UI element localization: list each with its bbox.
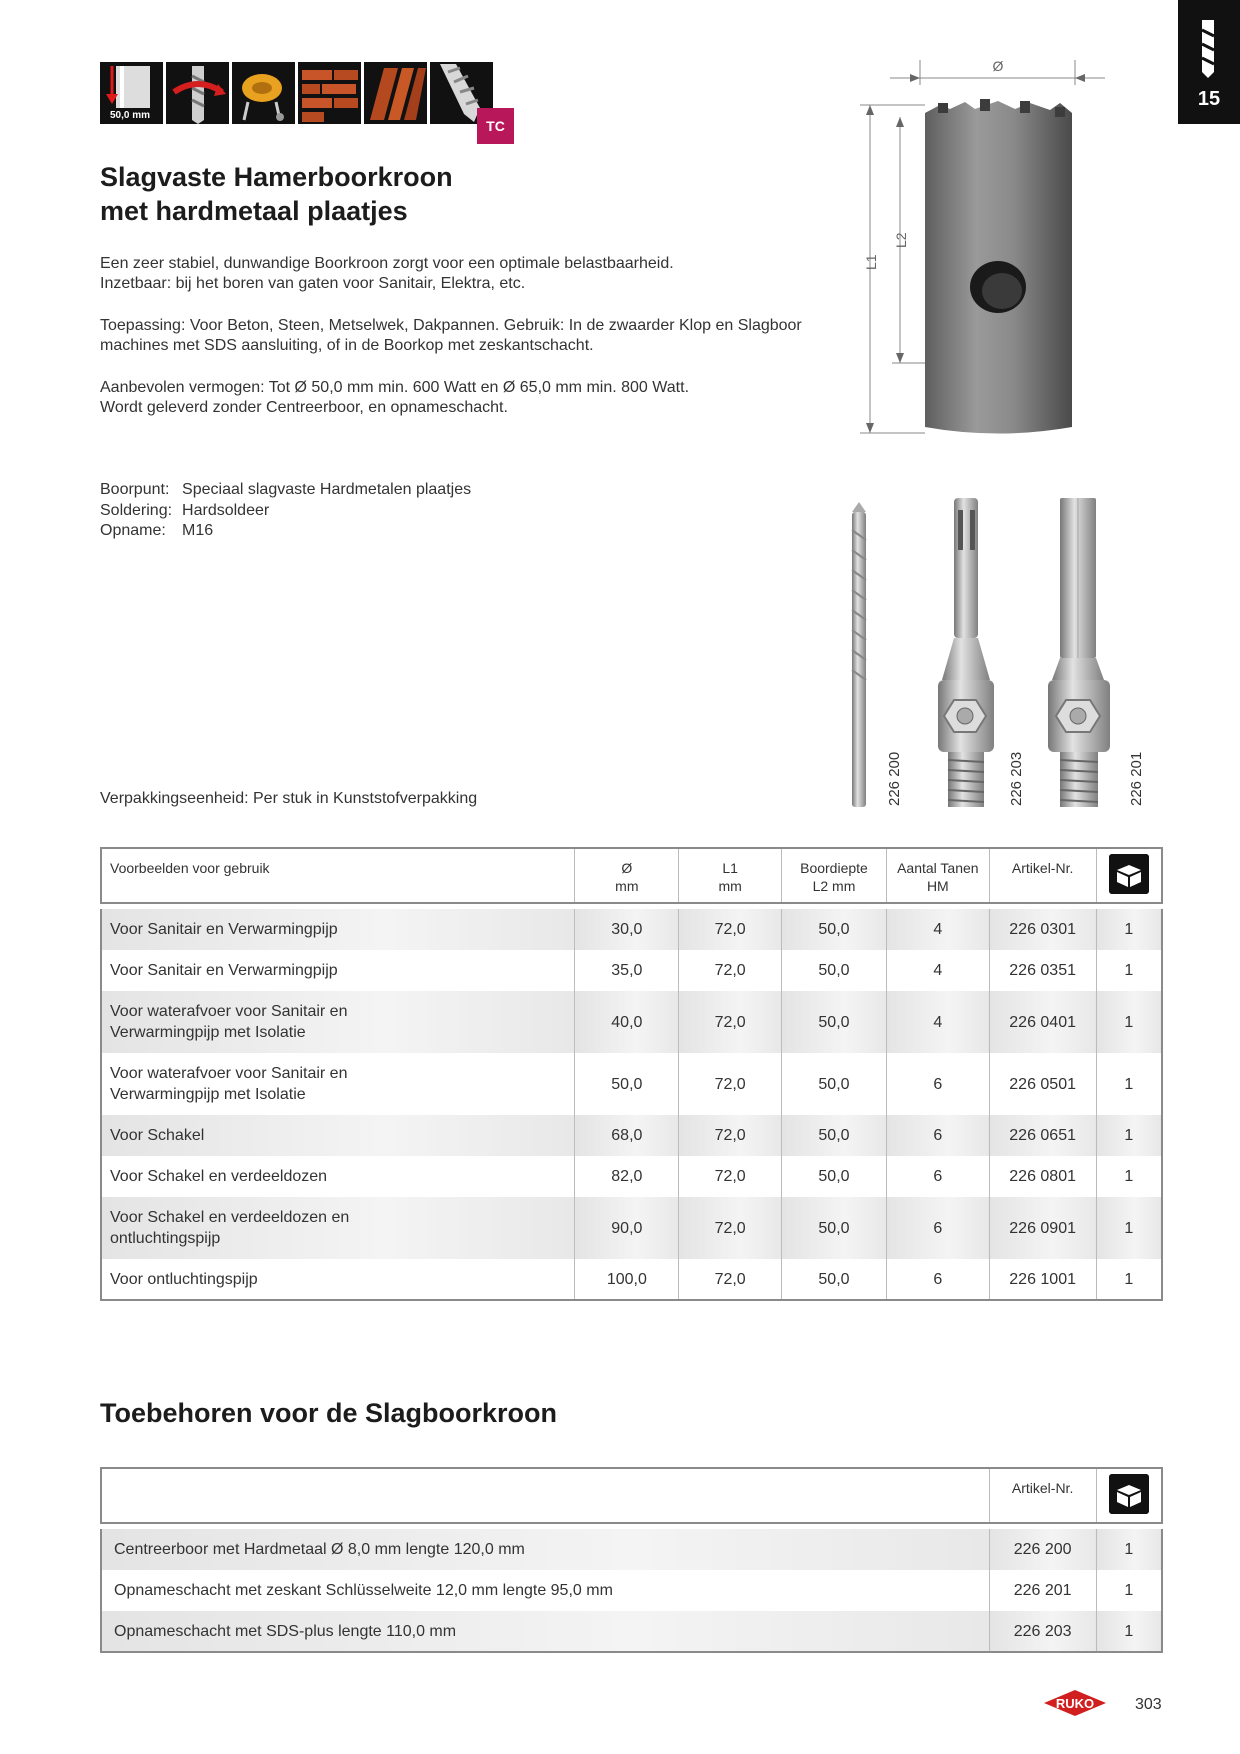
qty-cell: 1	[1096, 1259, 1162, 1300]
logo-text: RUKO	[1055, 1696, 1095, 1711]
qty-cell: 1	[1096, 1115, 1162, 1156]
application-icons	[100, 62, 493, 124]
header-article: Artikel-Nr.	[989, 848, 1096, 903]
qty-cell: 1	[1096, 1611, 1162, 1652]
spec-row	[100, 480, 471, 501]
teeth-cell: 4	[886, 950, 989, 991]
spec-value: M16	[182, 522, 214, 539]
description-line: machines met SDS aansluiting, of in de Boorkop met zeskantschacht.	[100, 337, 594, 354]
qty-cell: 1	[1096, 1156, 1162, 1197]
article-cell: 226 0801	[989, 1156, 1096, 1197]
diameter-cell: 100,0	[575, 1259, 679, 1300]
spec-value: Hardsoldeer	[182, 501, 270, 519]
table-row	[101, 1115, 1162, 1156]
tc-badge: TC	[477, 108, 514, 144]
depth-cell: 50,0	[782, 1115, 887, 1156]
article-cell: 226 200	[989, 1529, 1096, 1570]
header-article: Artikel-Nr.	[989, 1468, 1096, 1523]
article-cell: 226 0501	[989, 1053, 1096, 1115]
usage-cell: Voor waterafvoer voor Sanitair en Verwarmingpijp met Isolatie	[101, 991, 575, 1053]
l1-cell: 72,0	[679, 991, 782, 1053]
qty-cell: 1	[1096, 1570, 1162, 1611]
diameter-cell: 40,0	[575, 991, 679, 1053]
teeth-cell: 6	[886, 1259, 989, 1300]
diameter-cell: 50,0	[575, 1053, 679, 1115]
qty-cell: 1	[1096, 1529, 1162, 1570]
description-cell: Opnameschacht met SDS-plus lengte 110,0 mm	[101, 1611, 989, 1652]
ruko-logo	[1044, 1690, 1106, 1716]
usage-cell: Voor Schakel en verdeeldozen en ontluchtingspijp	[101, 1197, 575, 1259]
table-row	[101, 1197, 1162, 1259]
teeth-cell: 6	[886, 1156, 989, 1197]
table-row	[101, 909, 1162, 950]
article-cell: 226 201	[989, 1570, 1096, 1611]
spec-row	[100, 501, 471, 522]
depth-cell: 50,0	[782, 1053, 887, 1115]
teeth-cell: 6	[886, 1115, 989, 1156]
depth-cell: 50,0	[782, 1156, 887, 1197]
header-usage: Voorbeelden voor gebruik	[101, 848, 575, 903]
diameter-cell: 68,0	[575, 1115, 679, 1156]
table-row	[101, 991, 1162, 1053]
table-row	[101, 1156, 1162, 1197]
usage-cell: Voor waterafvoer voor Sanitair en Verwarmingpijp met Isolatie	[101, 1053, 575, 1115]
teeth-cell: 4	[886, 909, 989, 950]
spec-label: Boorpunt:	[100, 481, 170, 498]
spec-label: Soldering:	[100, 501, 173, 519]
spec-label: Opname:	[100, 522, 166, 539]
description-line: Inzetbaar: bij het boren van gaten voor Sanitair, Elektra, etc.	[100, 275, 526, 292]
qty-cell: 1	[1096, 909, 1162, 950]
l1-label: L1	[863, 254, 879, 270]
diameter-cell: 30,0	[575, 909, 679, 950]
rotation-drill-icon	[166, 62, 229, 124]
accessory-code-label: 226 200	[886, 751, 903, 806]
accessory-table	[100, 1467, 1163, 1653]
packaging-note: Verpakkingseenheid: Per stuk in Kunststofverpakking	[100, 790, 478, 807]
page-number: 303	[1135, 1696, 1162, 1713]
article-cell: 226 0401	[989, 991, 1096, 1053]
header-description	[101, 1468, 989, 1523]
chapter-number: 15	[1197, 88, 1221, 110]
l1-cell: 72,0	[679, 1053, 782, 1115]
package-box-icon	[1109, 1474, 1149, 1514]
table-header	[101, 1468, 1162, 1523]
diameter-cell: 35,0	[575, 950, 679, 991]
depth-cell: 50,0	[782, 1197, 887, 1259]
description-cell: Centreerboor met Hardmetaal Ø 8,0 mm lengte 120,0 mm	[101, 1529, 989, 1570]
depth-cell: 50,0	[782, 1259, 887, 1300]
table-row	[101, 1259, 1162, 1300]
usage-cell: Voor Sanitair en Verwarmingpijp	[101, 909, 575, 950]
table-row	[101, 1570, 1162, 1611]
diameter-cell: 82,0	[575, 1156, 679, 1197]
description-line: Een zeer stabiel, dunwandige Boorkroon zorgt voor een optimale belastbaarheid.	[100, 255, 674, 272]
header-depth: Boordiepte L2 mm	[782, 848, 887, 903]
product-title-line2: met hardmetaal plaatjes	[100, 196, 408, 226]
concrete-mixer-icon	[232, 62, 295, 124]
spec-list	[100, 480, 471, 542]
depth-cell: 50,0	[782, 991, 887, 1053]
teeth-cell: 6	[886, 1197, 989, 1259]
qty-cell: 1	[1096, 1053, 1162, 1115]
description-line: Aanbevolen vermogen: Tot Ø 50,0 mm min. 600 Watt en Ø 65,0 mm min. 800 Watt.	[100, 379, 690, 396]
max-diameter-caption: 50,0 mm	[110, 110, 151, 121]
hex-shank-image	[1048, 498, 1110, 807]
roof-tile-icon	[364, 62, 427, 124]
article-cell: 226 0651	[989, 1115, 1096, 1156]
header-l1: L1 mm	[679, 848, 782, 903]
l1-cell: 72,0	[679, 1115, 782, 1156]
article-cell: 226 203	[989, 1611, 1096, 1652]
spec-row	[100, 521, 471, 542]
l1-cell: 72,0	[679, 1197, 782, 1259]
table-row	[101, 1611, 1162, 1652]
table-header	[101, 848, 1162, 903]
description-line: Wordt geleverd zonder Centreerboor, en opnameschacht.	[100, 399, 508, 416]
accessories-heading: Toebehoren voor de Slagboorkroon	[100, 1398, 558, 1428]
sds-shank-image	[938, 498, 994, 807]
chapter-tab	[1178, 0, 1240, 124]
diameter-label: Ø	[992, 58, 1004, 74]
accessory-code-label: 226 201	[1128, 751, 1145, 806]
qty-cell: 1	[1096, 1197, 1162, 1259]
header-teeth: Aantal Tanen HM	[886, 848, 989, 903]
article-cell: 226 0901	[989, 1197, 1096, 1259]
teeth-cell: 4	[886, 991, 989, 1053]
qty-cell: 1	[1096, 950, 1162, 991]
header-diameter: Ø mm	[575, 848, 679, 903]
spec-value: Speciaal slagvaste Hardmetalen plaatjes	[182, 481, 472, 498]
description-line: Toepassing: Voor Beton, Steen, Metselwek, Dakpannen. Gebruik: In de zwaarder Klop en Slagboor	[100, 317, 802, 334]
table-row	[101, 1529, 1162, 1570]
l2-label: L2	[893, 232, 909, 248]
core-drill-diagram	[850, 55, 1130, 445]
l1-cell: 72,0	[679, 1259, 782, 1300]
l1-cell: 72,0	[679, 950, 782, 991]
brick-wall-icon	[298, 62, 361, 124]
package-box-icon	[1109, 854, 1149, 894]
table-row	[101, 950, 1162, 991]
product-title-line1: Slagvaste Hamerboorkroon	[100, 162, 453, 192]
max-diameter-icon	[100, 62, 163, 124]
article-cell: 226 1001	[989, 1259, 1096, 1300]
article-cell: 226 0301	[989, 909, 1096, 950]
usage-cell: Voor Sanitair en Verwarmingpijp	[101, 950, 575, 991]
teeth-cell: 6	[886, 1053, 989, 1115]
product-table	[100, 847, 1163, 1301]
header-package	[1096, 1468, 1162, 1523]
header-package	[1096, 848, 1162, 903]
depth-cell: 50,0	[782, 950, 887, 991]
depth-cell: 50,0	[782, 909, 887, 950]
l1-cell: 72,0	[679, 1156, 782, 1197]
accessories-image	[830, 490, 1170, 810]
accessory-code-label: 226 203	[1008, 751, 1025, 806]
center-drill-image	[852, 502, 866, 807]
usage-cell: Voor Schakel en verdeeldozen	[101, 1156, 575, 1197]
diameter-cell: 90,0	[575, 1197, 679, 1259]
product-title	[100, 160, 453, 228]
drill-bit-icon	[1178, 0, 1240, 80]
qty-cell: 1	[1096, 991, 1162, 1053]
usage-cell: Voor ontluchtingspijp	[101, 1259, 575, 1300]
usage-cell: Voor Schakel	[101, 1115, 575, 1156]
description-cell: Opnameschacht met zeskant Schlüsselweite 12,0 mm lengte 95,0 mm	[101, 1570, 989, 1611]
table-row	[101, 1053, 1162, 1115]
article-cell: 226 0351	[989, 950, 1096, 991]
l1-cell: 72,0	[679, 909, 782, 950]
